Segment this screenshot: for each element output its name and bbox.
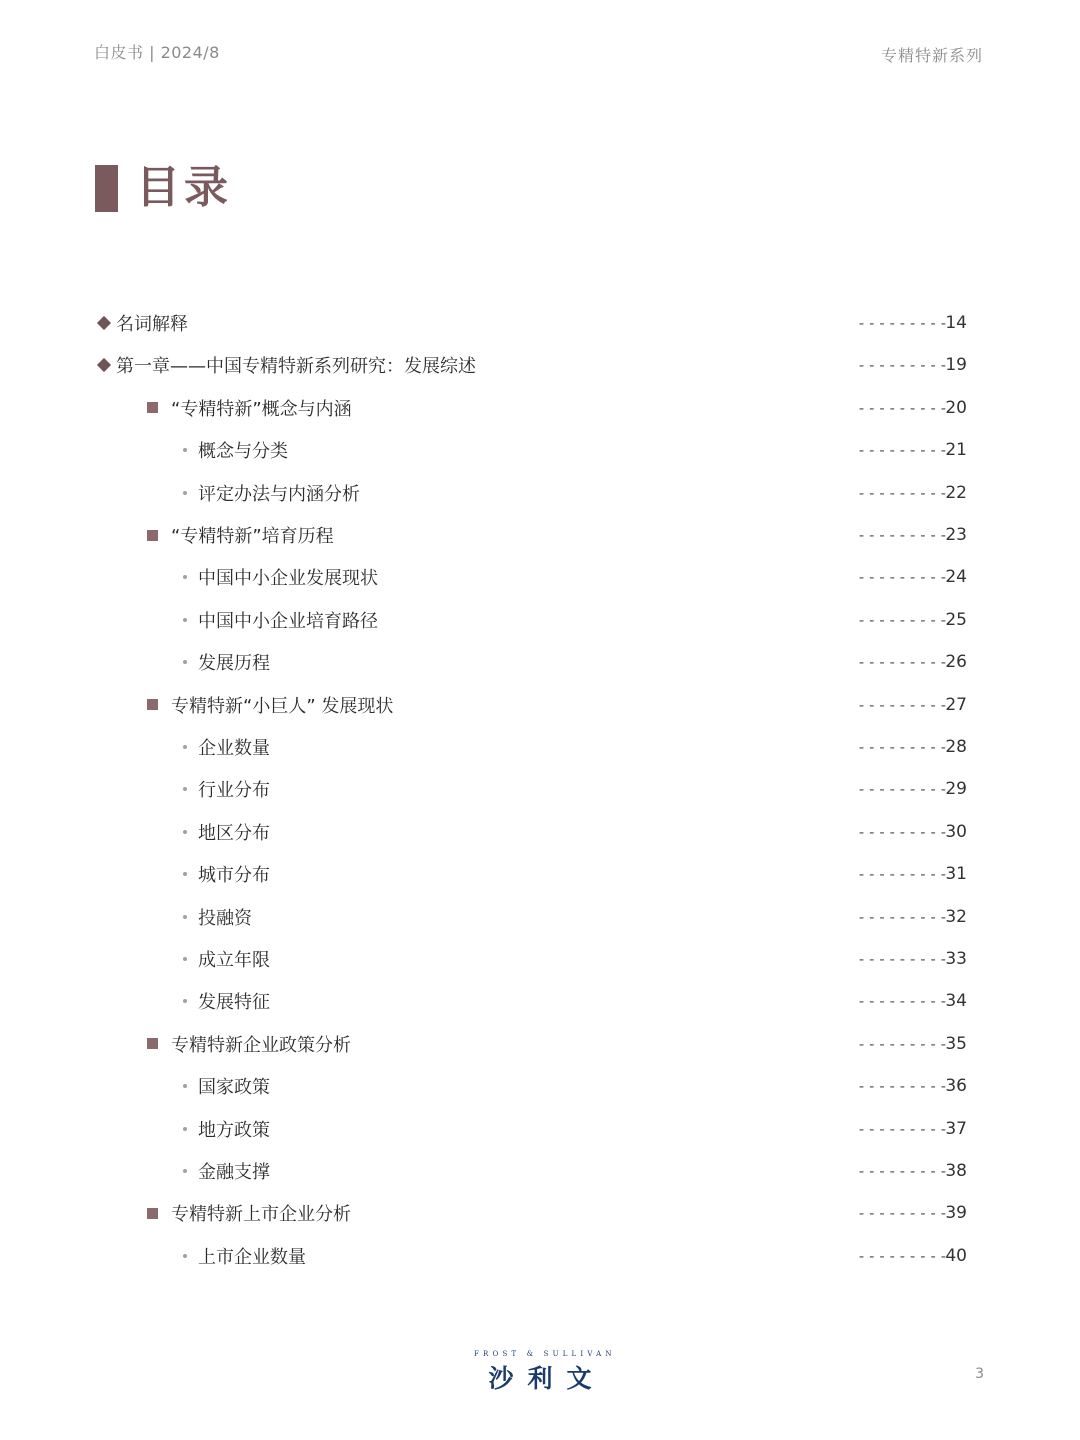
toc-page-number: 33 [945,949,967,969]
toc-entry-label-group [183,641,270,683]
toc-entry-title: 概念与分类 [198,441,288,463]
toc-leader-dashes: --------- [857,568,950,587]
toc-leader-dashes: --------- [857,695,950,714]
toc-entry-title: 地区分布 [198,822,270,844]
dot-bullet-icon [183,1127,187,1131]
toc-page-number: 20 [945,397,967,418]
frost-sullivan-logo [474,1350,616,1395]
toc-leader-dashes: --------- [857,1246,950,1265]
toc-entry-label-group [183,853,270,895]
toc-entry-title: 中国中小企业发展现状 [198,568,378,590]
title-accent-bar [95,165,118,212]
toc-entry-title: 发展特征 [198,992,270,1014]
toc-entry[interactable] [0,938,1080,980]
toc-entry-label-group [183,938,270,980]
toc-page-number: 34 [945,991,967,1012]
dot-bullet-icon [183,872,187,876]
toc-entry[interactable] [0,1235,1080,1277]
toc-entry-title: 专精特新上市企业分析 [171,1204,351,1226]
toc-entry-title: 行业分布 [198,780,270,802]
toc-entry-title: 城市分布 [198,865,270,887]
dot-bullet-icon [183,618,187,622]
toc-entry[interactable] [0,1150,1080,1192]
dot-bullet-icon [183,660,187,664]
diamond-bullet-icon [97,316,111,330]
square-bullet-icon [147,530,158,541]
toc-leader-dashes: --------- [857,865,950,884]
toc-entry-label-group [183,556,378,598]
toc-entry-label-group [97,302,188,344]
toc-page-number: 38 [945,1161,967,1181]
toc-entry-label-group [183,1150,270,1192]
toc-leader-dashes: --------- [857,907,950,926]
toc-entry-title: 国家政策 [198,1077,270,1099]
toc-page-number: 36 [945,1076,967,1097]
dot-bullet-icon [183,999,187,1003]
toc-page-number: 32 [945,906,967,927]
toc-entry[interactable] [0,768,1080,810]
toc-entry[interactable] [0,387,1080,429]
toc-entry-label-group [147,387,352,429]
header-report-date: 白皮书 | 2024/8 [94,43,220,62]
toc-page-number: 35 [945,1033,967,1054]
dot-bullet-icon [183,1169,187,1173]
toc-entry-label-group [183,1108,270,1150]
toc-page-number: 14 [945,313,967,333]
toc-entry-title: 地方政策 [198,1119,270,1141]
dot-bullet-icon [183,448,187,452]
toc-entry-label-group [147,514,334,556]
toc-leader-dashes: --------- [857,653,950,672]
toc-entry[interactable] [0,429,1080,471]
toc-entry-title: 评定办法与内涵分析 [198,483,360,505]
toc-entry-title: 中国中小企业培育路径 [198,610,378,632]
toc-entry-label-group [97,344,476,386]
toc-entry[interactable] [0,811,1080,853]
header-series-name: 专精特新系列 [880,46,983,65]
toc-entry[interactable] [0,1108,1080,1150]
toc-entry-label-group [147,684,393,726]
toc-entry-title: “专精特新”培育历程 [171,526,334,547]
toc-entry[interactable] [0,853,1080,895]
toc-entry-title: 企业数量 [198,738,270,759]
logo-english-text: FROST & SULLIVAN [474,1350,616,1358]
toc-leader-dashes: --------- [857,398,950,417]
toc-page-number: 39 [945,1203,967,1224]
toc-leader-dashes: --------- [857,526,950,544]
toc-leader-dashes: --------- [857,1204,950,1223]
toc-entry-label-group [183,726,270,768]
toc-entry-title: 专精特新企业政策分析 [171,1034,351,1056]
toc-page-number: 40 [945,1245,967,1266]
dot-bullet-icon [183,787,187,791]
toc-entry[interactable] [0,302,1080,344]
page-number: 3 [975,1366,984,1382]
toc-leader-dashes: --------- [857,950,950,968]
toc-leader-dashes: --------- [857,1034,950,1053]
dot-bullet-icon [183,491,187,495]
toc-entry-label-group [183,1065,270,1107]
toc-leader-dashes: --------- [857,738,950,756]
toc-entry-title: 名词解释 [116,314,188,335]
dot-bullet-icon [183,575,187,579]
toc-entry-title: 上市企业数量 [198,1246,306,1268]
dot-bullet-icon [183,830,187,834]
toc-entry[interactable] [0,1023,1080,1065]
page-title-block [95,164,232,212]
toc-entry-label-group [183,980,270,1022]
dot-bullet-icon [183,915,187,919]
logo-chinese-text: 沙利文 [488,1364,606,1393]
toc-entry[interactable] [0,556,1080,598]
toc-page-number: 31 [945,864,967,885]
toc-leader-dashes: --------- [857,610,950,629]
dot-bullet-icon [183,1084,187,1088]
toc-entry[interactable] [0,1192,1080,1234]
toc-entry-title: 发展历程 [198,653,270,675]
toc-page-number: 29 [945,779,967,800]
toc-leader-dashes: --------- [857,780,950,799]
toc-leader-dashes: --------- [857,992,950,1011]
toc-page-number: 27 [945,694,967,715]
page-title: 目录 [136,162,232,213]
square-bullet-icon [147,1038,158,1049]
toc-page-number: 19 [945,355,967,376]
toc-leader-dashes: --------- [857,1077,950,1096]
toc-entry[interactable] [0,980,1080,1022]
dot-bullet-icon [183,745,187,749]
toc-page-number: 26 [945,652,967,673]
toc-entry[interactable] [0,896,1080,938]
toc-page-number: 22 [945,482,967,503]
toc-page-number: 25 [945,609,967,630]
toc-leader-dashes: --------- [857,441,950,460]
toc-leader-dashes: --------- [857,822,950,841]
toc-entry-title: “专精特新”概念与内涵 [171,398,352,420]
toc-entry[interactable] [0,514,1080,556]
toc-entry-title: 专精特新“小巨人” 发展现状 [171,695,394,717]
toc-entry[interactable] [0,641,1080,683]
toc-page-number: 23 [945,525,967,545]
toc-entry-title: 成立年限 [198,950,270,971]
toc-entry-label-group [183,1235,306,1277]
toc-leader-dashes: --------- [857,1119,950,1138]
toc-page-number: 28 [945,737,967,757]
toc-entry-label-group [147,1023,351,1065]
toc-leader-dashes: --------- [857,356,950,375]
toc-entry-label-group [183,811,270,853]
toc-entry[interactable] [0,472,1080,514]
toc-entry-label-group [183,599,378,641]
toc-page-number: 24 [945,567,967,588]
diamond-bullet-icon [97,358,111,372]
toc-entry-title: 第一章——中国专精特新系列研究：发展综述 [116,356,476,378]
toc-entry-label-group [183,896,252,938]
toc-entry-label-group [183,429,288,471]
square-bullet-icon [147,1208,158,1219]
toc-page-number: 37 [945,1118,967,1139]
toc-entry[interactable] [0,1065,1080,1107]
toc-entry-label-group [183,472,360,514]
toc-leader-dashes: --------- [857,483,950,502]
toc-entry-label-group [147,1192,351,1234]
square-bullet-icon [147,699,158,710]
toc-entry-title: 投融资 [198,907,252,929]
dot-bullet-icon [183,1254,187,1258]
toc-entry-label-group [183,768,270,810]
toc-page-number: 21 [945,440,967,461]
toc-entry-title: 金融支撑 [198,1162,270,1183]
toc-entry[interactable] [0,726,1080,768]
toc-leader-dashes: --------- [857,314,950,332]
toc-entry[interactable] [0,599,1080,641]
toc-entry[interactable] [0,684,1080,726]
toc-entry[interactable] [0,344,1080,386]
dot-bullet-icon [183,957,187,961]
toc-leader-dashes: --------- [857,1162,950,1180]
toc-page-number: 30 [945,821,967,842]
square-bullet-icon [147,402,158,413]
